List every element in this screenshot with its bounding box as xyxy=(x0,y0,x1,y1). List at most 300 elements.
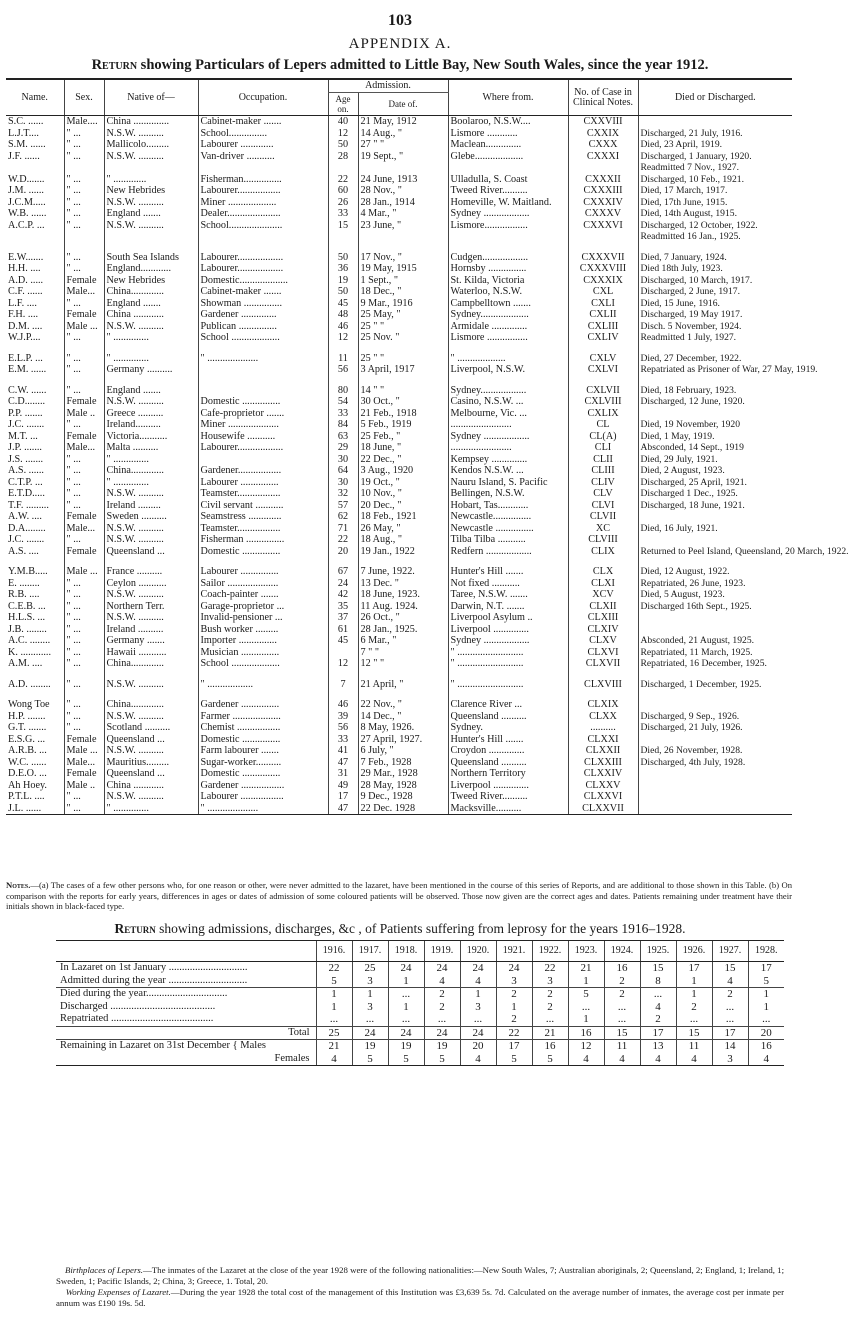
cell-name: A.C.P. ... xyxy=(8,219,45,231)
cell-occ: Invalid-pensioner ... xyxy=(198,612,328,624)
table-row xyxy=(6,364,792,376)
males-label: Males xyxy=(240,1040,266,1051)
cell-sex: " ... xyxy=(64,128,104,140)
cell-age: 64 xyxy=(328,465,358,477)
cell-age: 11 xyxy=(328,353,358,365)
spacer-cell xyxy=(64,243,104,252)
cell-occ: Coach-painter ....... xyxy=(198,589,328,601)
summary-cell: 4 xyxy=(712,975,748,988)
cell-from: Sydney .................. xyxy=(448,431,568,443)
cell-case: CLIV xyxy=(568,477,638,489)
cell-date: 25 May, " xyxy=(358,309,448,321)
cell-name: C.W. ...... xyxy=(8,384,47,396)
cell-native: Ireland ......... xyxy=(104,500,198,512)
cell-date: 28 Nov., " xyxy=(358,185,448,197)
cell-rem: Readmitted 1 July, 1927. xyxy=(638,332,792,344)
cell-date: 14 Aug., " xyxy=(358,128,448,140)
cell-name: L.F. .... xyxy=(8,297,37,309)
cell-name: C.D........ xyxy=(8,396,46,407)
cell-date: 21 April, " xyxy=(358,679,448,691)
cell-rem xyxy=(638,534,792,546)
cell-case: CXXXII xyxy=(568,174,638,186)
cell-native: Mauritius......... xyxy=(104,757,198,769)
col-where-from: Where from. xyxy=(448,79,568,116)
cell-occ: Labourer ............... xyxy=(198,477,328,489)
cell-age: 28 xyxy=(328,151,358,163)
cell-name: H.H. .... xyxy=(8,263,41,274)
cell-age: 57 xyxy=(328,500,358,512)
cell-age: 31 xyxy=(328,768,358,780)
summary-cell: 17 xyxy=(748,962,784,975)
cell-rem: Discharged, 1 December, 1925. xyxy=(638,679,792,691)
summary-cell: 1 xyxy=(496,1001,532,1014)
year-header: 1927. xyxy=(712,941,748,962)
cell-sex: Female xyxy=(64,546,104,558)
lepers-table xyxy=(6,78,849,815)
cell-case xyxy=(568,231,638,243)
cell-rem xyxy=(638,803,792,815)
summary-title-lead: Return xyxy=(114,921,156,936)
cell-native: New Hebrides xyxy=(104,185,198,197)
spacer-cell xyxy=(448,690,568,699)
cell-occ xyxy=(198,364,328,376)
summary-cell: 5 xyxy=(352,1053,388,1066)
cell-name: J.F. ...... xyxy=(8,150,40,162)
cell-rem: Died, 7 January, 1924. xyxy=(638,252,792,264)
summary-cell: ... xyxy=(424,1013,460,1026)
spacer-cell xyxy=(6,376,64,385)
cell-occ: Gardener ............... xyxy=(198,699,328,711)
cell-from: Nauru Island, S. Pacific xyxy=(448,477,568,489)
cell-date: 14 " " xyxy=(358,385,448,397)
cell-occ: Domestic ............... xyxy=(198,396,328,408)
cell-name xyxy=(6,231,64,243)
cell-date: 19 Sept., " xyxy=(358,151,448,163)
cell-native: Ceylon ........... xyxy=(104,578,198,590)
summary-cell: 15 xyxy=(676,1026,712,1040)
cell-native: Ireland.......... xyxy=(104,419,198,431)
cell-name: A.W. .... xyxy=(8,511,42,522)
cell-rem: Died, 23 April, 1919. xyxy=(638,139,792,151)
summary-cell: 4 xyxy=(640,1053,676,1066)
cell-date: 22 Dec. 1928 xyxy=(358,803,448,815)
cell-from: Liverpool .............. xyxy=(448,780,568,792)
cell-name: M.T. ... xyxy=(8,430,38,442)
cell-rem: Discharged, 25 April, 1921. xyxy=(638,477,792,489)
cell-occ: Labourer.................. xyxy=(198,442,328,454)
cell-occ: Teamster................. xyxy=(198,523,328,535)
summary-cell: 19 xyxy=(352,1040,388,1053)
cell-occ: Fisherman............... xyxy=(198,174,328,186)
table-spacer-row xyxy=(6,344,792,353)
spacer-cell xyxy=(638,670,792,679)
table-spacer-row xyxy=(6,670,792,679)
cell-case: CLXXVII xyxy=(568,803,638,815)
birthplaces-note xyxy=(56,1265,784,1287)
cell-from: Macksville.......... xyxy=(448,803,568,815)
table-row xyxy=(6,722,792,734)
table-row xyxy=(6,647,792,659)
page-number: 103 xyxy=(388,12,412,29)
cell-age: 12 xyxy=(328,332,358,344)
cell-case: CXXVIII xyxy=(568,116,638,128)
table-row xyxy=(6,442,792,454)
cell-date: 18 Aug., " xyxy=(358,534,448,546)
cell-age: 80 xyxy=(328,385,358,397)
table-row xyxy=(6,635,792,647)
cell-native: N.S.W. .......... xyxy=(104,679,198,691)
cell-date: 7 June, 1922. xyxy=(358,566,448,578)
summary-row-label: Admitted during the year .............................. xyxy=(60,974,248,986)
cell-occ: Fisherman ............... xyxy=(198,534,328,546)
summary-cell: ... xyxy=(460,1013,496,1026)
cell-rem: Died, 17 March, 1917. xyxy=(638,185,792,197)
cell-from: Armidale .............. xyxy=(448,321,568,333)
cell-sex: " ... xyxy=(64,151,104,163)
cell-date: 19 Oct., " xyxy=(358,477,448,489)
return-title-lead: Return xyxy=(91,57,138,73)
cell-age: 33 xyxy=(328,734,358,746)
birthplaces-text: —The inmates of the Lazaret at the close of the year 1928 were of the following nationalities:—New South Wales, 7; Australian aboriginals, 2; Queensland, 2; England, 1; Ireland, 1; Sweden, 1; Pacific Islands, 2; China, 3; Greece, 1. Total, 20. xyxy=(56,1265,785,1286)
cell-rem: Died, 17th June, 1915. xyxy=(638,197,792,209)
cell-rem: Died 18th July, 1923. xyxy=(638,263,792,275)
cell-rem: Discharged, 2 June, 1917. xyxy=(638,286,792,298)
cell-sex: Female xyxy=(64,431,104,443)
table-row xyxy=(6,309,792,321)
cell-age xyxy=(328,647,358,659)
cell-occ xyxy=(198,385,328,397)
cell-native: N.S.W. .......... xyxy=(104,589,198,601)
cell-from: St. Kilda, Victoria xyxy=(448,275,568,287)
cell-sex: " ... xyxy=(64,589,104,601)
cell-occ: Cabinet-maker ....... xyxy=(198,116,328,128)
cell-rem: Discharged, 9 Sep., 1926. xyxy=(638,711,792,723)
cell-date: 27 April, 1927. xyxy=(358,734,448,746)
spacer-cell xyxy=(358,670,448,679)
cell-case: CXXXI xyxy=(568,151,638,163)
col-clinical: No. of Case in Clinical Notes. xyxy=(568,79,638,116)
cell-sex: " ... xyxy=(64,419,104,431)
cell-case: CLVII xyxy=(568,511,638,523)
summary-cell: 5 xyxy=(388,1053,424,1066)
cell-name: K. ............ xyxy=(8,646,52,658)
cell-from: Maclean.............. xyxy=(448,139,568,151)
cell-case: CXXXV xyxy=(568,208,638,220)
cell-from: Croydon .............. xyxy=(448,745,568,757)
cell-native: Greece .......... xyxy=(104,408,198,420)
cell-native: N.S.W. .......... xyxy=(104,612,198,624)
cell-sex: " ... xyxy=(64,332,104,344)
table-row xyxy=(6,139,792,151)
cell-age xyxy=(328,231,358,243)
cell-case: CXLVII xyxy=(568,385,638,397)
summary-cell: 15 xyxy=(712,962,748,975)
cell-native: China ............ xyxy=(104,309,198,321)
cell-age: 60 xyxy=(328,185,358,197)
summary-cell: 1 xyxy=(460,988,496,1001)
cell-native: N.S.W. .......... xyxy=(104,534,198,546)
cell-age: 12 xyxy=(328,658,358,670)
cell-occ: Domestic ............... xyxy=(198,768,328,780)
cell-from: Hobart, Tas............ xyxy=(448,500,568,512)
table-row xyxy=(6,488,792,500)
spacer-cell xyxy=(6,243,64,252)
cell-native: New Hebrides xyxy=(104,275,198,287)
summary-row-label: In Lazaret on 1st January .............................. xyxy=(60,962,248,973)
spacer-cell xyxy=(64,690,104,699)
cell-age: 15 xyxy=(328,220,358,232)
cell-date: 21 May, 1912 xyxy=(358,116,448,128)
table-row xyxy=(6,768,792,780)
cell-age: 39 xyxy=(328,711,358,723)
cell-age: 63 xyxy=(328,431,358,443)
summary-cell: 17 xyxy=(640,1026,676,1040)
cell-date: 10 Nov., " xyxy=(358,488,448,500)
cell-age: 50 xyxy=(328,252,358,264)
cell-from: Liverpool Asylum .. xyxy=(448,612,568,624)
lepers-table-body xyxy=(6,116,849,815)
cell-name: D.M. .... xyxy=(8,320,43,332)
cell-native: England ....... xyxy=(104,298,198,310)
cell-name: P.P. ....... xyxy=(8,407,43,419)
summary-cell: 22 xyxy=(532,962,568,975)
cell-from: Lismore................. xyxy=(448,220,568,232)
cell-from: " ................... xyxy=(448,353,568,365)
cell-rem: Discharged, 21 July, 1916. xyxy=(638,128,792,140)
cell-name: Y.M.B..... xyxy=(8,566,48,577)
cell-age: 20 xyxy=(328,546,358,558)
table-row xyxy=(6,151,792,163)
cell-age: 54 xyxy=(328,396,358,408)
cell-from: Liverpool, N.S.W. xyxy=(448,364,568,376)
cell-date: 14 Dec., " xyxy=(358,711,448,723)
table-row xyxy=(6,231,792,243)
cell-native: " ............. xyxy=(104,174,198,186)
cell-occ: Labourer ................. xyxy=(198,791,328,803)
cell-occ: Cabinet-maker ....... xyxy=(198,286,328,298)
cell-age: 46 xyxy=(328,321,358,333)
summary-cell: 4 xyxy=(424,975,460,988)
spacer-cell xyxy=(448,344,568,353)
summary-cell: ... xyxy=(388,1013,424,1026)
return-title xyxy=(0,57,800,74)
summary-row-in-lazaret xyxy=(56,962,784,975)
table-row xyxy=(6,699,792,711)
cell-occ: Gardener................. xyxy=(198,465,328,477)
summary-cell: 3 xyxy=(352,1001,388,1014)
cell-native: Germany ....... xyxy=(104,635,198,647)
cell-sex: Female xyxy=(64,396,104,408)
cell-sex: Male... xyxy=(64,757,104,769)
summary-cell: 16 xyxy=(748,1040,784,1053)
cell-from: Queensland .......... xyxy=(448,711,568,723)
cell-date: 18 June, " xyxy=(358,442,448,454)
cell-sex: " ... xyxy=(64,635,104,647)
cell-from: Hunter's Hill ....... xyxy=(448,734,568,746)
summary-cell: 22 xyxy=(496,1026,532,1040)
cell-from: Darwin, N.T. ....... xyxy=(448,601,568,613)
cell-from: Queensland .......... xyxy=(448,757,568,769)
table-row xyxy=(6,263,792,275)
cell-sex: " ... xyxy=(64,488,104,500)
cell-native: China............. xyxy=(104,465,198,477)
cell-sex: Female xyxy=(64,768,104,780)
cell-case: CLXX xyxy=(568,711,638,723)
cell-sex: " ... xyxy=(64,658,104,670)
cell-rem: Died, 5 August, 1923. xyxy=(638,589,792,601)
cell-date: 3 April, 1917 xyxy=(358,364,448,376)
cell-rem: Repatriated, 26 June, 1923. xyxy=(638,578,792,590)
cell-age: 30 xyxy=(328,454,358,466)
cell-date xyxy=(358,231,448,243)
spacer-cell xyxy=(328,557,358,566)
cell-date: 30 Oct., " xyxy=(358,396,448,408)
cell-name: E.M. ...... xyxy=(8,364,47,375)
cell-case: CLXIII xyxy=(568,612,638,624)
table-row xyxy=(6,396,792,408)
cell-sex: " ... xyxy=(64,722,104,734)
summary-cell: 16 xyxy=(532,1040,568,1053)
spacer-cell xyxy=(358,243,448,252)
cell-rem: Died, 18 February, 1923. xyxy=(638,385,792,397)
cell-occ: Miner ................... xyxy=(198,197,328,209)
summary-cell: 13 xyxy=(640,1040,676,1053)
cell-name: A.C. ........ xyxy=(8,635,51,646)
spacer-cell xyxy=(568,344,638,353)
cell-from: Newcastle ............... xyxy=(448,523,568,535)
summary-container xyxy=(56,940,784,1066)
col-native: Native of— xyxy=(104,79,198,116)
cell-name: S.C. ...... xyxy=(8,116,44,127)
cell-age: 61 xyxy=(328,624,358,636)
cell-age: 50 xyxy=(328,286,358,298)
cell-date xyxy=(358,162,448,174)
cell-case: CXL xyxy=(568,286,638,298)
cell-case: .......... xyxy=(568,722,638,734)
year-header: 1918. xyxy=(388,941,424,962)
cell-date: 20 Dec., " xyxy=(358,500,448,512)
cell-age: 56 xyxy=(328,722,358,734)
col-died: Died or Discharged. xyxy=(638,79,792,116)
cell-occ: Chemist ................. xyxy=(198,722,328,734)
cell-name: E.T.D..... xyxy=(8,488,45,499)
cell-date: 18 Feb., 1921 xyxy=(358,511,448,523)
summary-cell: 2 xyxy=(424,988,460,1001)
spacer-cell xyxy=(358,690,448,699)
summary-cell: 3 xyxy=(352,975,388,988)
cell-date: 23 June, " xyxy=(358,220,448,232)
cell-sex: " ... xyxy=(64,534,104,546)
cell-age: 47 xyxy=(328,803,358,815)
summary-cell: 5 xyxy=(496,1053,532,1066)
table-row xyxy=(6,298,792,310)
cell-rem: Readmitted 7 Nov., 1927. xyxy=(638,162,792,174)
table-row xyxy=(6,745,792,757)
spacer-cell xyxy=(358,344,448,353)
summary-cell: 24 xyxy=(388,962,424,975)
summary-cell: 4 xyxy=(604,1053,640,1066)
table-row xyxy=(6,477,792,489)
spacer-cell xyxy=(198,557,328,566)
appendix-title: APPENDIX A. xyxy=(348,36,452,52)
spacer-cell xyxy=(448,557,568,566)
summary-row-total xyxy=(56,1026,784,1040)
cell-native: N.S.W. .......... xyxy=(104,197,198,209)
summary-cell: 20 xyxy=(748,1026,784,1040)
cell-native: Queensland ... xyxy=(104,546,198,558)
cell-name: A.M. .... xyxy=(8,658,43,669)
cell-native: Queensland ... xyxy=(104,734,198,746)
cell-name: J.L. ...... xyxy=(6,803,64,815)
cell-sex: " ... xyxy=(64,208,104,220)
cell-name: H.P. ....... xyxy=(8,710,46,722)
spacer-cell xyxy=(6,557,64,566)
summary-cell: 5 xyxy=(748,975,784,988)
cell-occ: Sugar-worker.......... xyxy=(198,757,328,769)
cell-occ: Miner .................... xyxy=(198,419,328,431)
cell-rem: Discharged 16th Sept., 1925. xyxy=(638,601,792,613)
cell-age: 32 xyxy=(328,488,358,500)
cell-rem: Discharged, 10 Feb., 1921. xyxy=(638,174,792,186)
cell-date: 28 Jan., 1925. xyxy=(358,624,448,636)
cell-rem xyxy=(638,734,792,746)
summary-cell: ... xyxy=(532,1013,568,1026)
remaining-label: Remaining in Lazaret on 31st December xyxy=(60,1040,230,1051)
table-row xyxy=(6,523,792,535)
cell-native: England............ xyxy=(104,263,198,275)
cell-native: Mallicolo......... xyxy=(104,139,198,151)
summary-row-repatriated xyxy=(56,1013,784,1026)
spacer-cell xyxy=(328,344,358,353)
cell-date: 9 Mar., 1916 xyxy=(358,298,448,310)
cell-occ: Musician ............... xyxy=(198,647,328,659)
table-row xyxy=(6,185,792,197)
cell-native: " .............. xyxy=(104,477,198,489)
cell-rem: Repatriated, 16 December, 1925. xyxy=(638,658,792,670)
cell-date: 18 June, 1923. xyxy=(358,589,448,601)
cell-rem: Absconded, 21 August, 1925. xyxy=(638,635,792,647)
cell-age: 41 xyxy=(328,745,358,757)
cell-case: CXXX xyxy=(568,139,638,151)
cell-native xyxy=(104,162,198,174)
cell-native: N.S.W. .......... xyxy=(104,791,198,803)
cell-native: Queensland ... xyxy=(104,768,198,780)
cell-name: S.M. ...... xyxy=(8,139,46,150)
cell-name: A.S. .... xyxy=(8,545,39,557)
summary-title xyxy=(0,921,800,937)
summary-cell: ... xyxy=(568,1001,604,1014)
spacer-cell xyxy=(198,344,328,353)
table-row xyxy=(6,578,792,590)
summary-cell: 4 xyxy=(640,1001,676,1014)
cell-case: CLXXII xyxy=(568,745,638,757)
cell-sex: " ... xyxy=(64,298,104,310)
cell-from: Lismore ............ xyxy=(448,128,568,140)
cell-case: CXXXVI xyxy=(568,220,638,232)
cell-occ: Cafe-proprietor ....... xyxy=(198,408,328,420)
cell-sex: " ... xyxy=(64,139,104,151)
cell-date: 5 Feb., 1919 xyxy=(358,419,448,431)
summary-row-died xyxy=(56,988,784,1001)
year-header: 1922. xyxy=(532,941,568,962)
summary-cell: 5 xyxy=(568,988,604,1001)
expenses-note xyxy=(56,1287,784,1309)
cell-age: 47 xyxy=(328,757,358,769)
spacer-cell xyxy=(104,243,198,252)
cell-sex: " ... xyxy=(64,791,104,803)
expenses-text: —During the year 1928 the total cost of the management of this Institution was £3,639 5s. 7d. Calculated on the average number of inmates, the average cost per inmate per annum was £190 19s. 5d. xyxy=(56,1287,785,1308)
expenses-label: Working Expenses of Lazaret. xyxy=(65,1287,171,1297)
